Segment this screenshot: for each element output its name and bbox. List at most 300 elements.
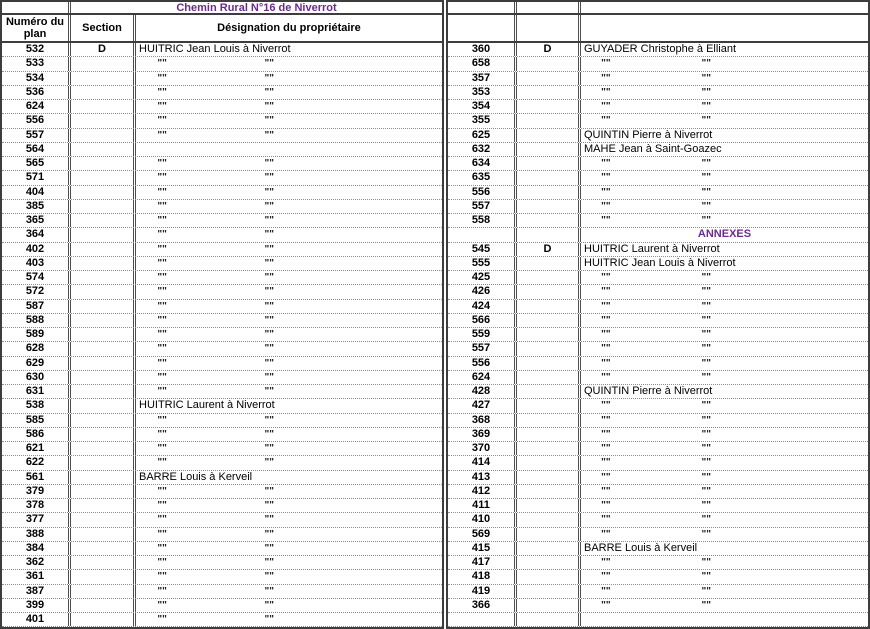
plan-number-cell: 425 [471,271,491,283]
plan-number-cell: 369 [471,427,491,440]
table-row [448,129,868,143]
plan-number-cell: 556 [471,185,491,198]
section-cell [514,300,578,313]
section-cell [514,129,578,142]
plan-number-cell: 585 [25,413,45,426]
ditto-mark: "" [601,400,611,412]
ditto-mark: "" [601,371,611,383]
table-row [448,285,868,299]
designation-cell [578,342,868,355]
section-cell [514,613,578,626]
ditto-mark: "" [264,457,274,469]
designation-cell [133,243,442,256]
ditto-mark: "" [264,357,274,369]
designation-cell [133,72,442,85]
plan-number-cell: 365 [25,214,45,226]
plan-number-cell: 428 [471,385,491,397]
ditto-mark: "" [601,158,611,169]
designation-cell [133,499,442,512]
ditto-mark: "" [601,329,611,340]
ditto-mark: "" [701,115,712,127]
plan-number-cell: 415 [471,541,491,554]
designation-cell: HUITRIC Jean Louis à Niverrot [133,43,442,56]
section-cell [514,342,578,355]
table-row [2,570,442,584]
plan-number-cell: 557 [471,199,491,212]
table-row [448,414,868,428]
ditto-mark: "" [601,585,611,597]
title-spacer-cell [2,2,68,13]
ditto-mark: "" [264,329,274,340]
section-cell [68,86,133,99]
ditto-mark: "" [157,86,167,98]
designation-cell [133,542,442,555]
table-row [2,357,442,371]
plan-number-cell: 629 [25,356,45,369]
designation-cell [578,200,868,213]
section-cell [68,542,133,555]
section-cell [514,100,578,113]
designation-cell [578,314,868,327]
plan-number-cell: 572 [25,285,45,298]
table-row [2,186,442,200]
right-table [446,0,870,629]
table-row [2,528,442,542]
table-row [448,157,868,171]
table-row [2,328,442,342]
ditto-mark: "" [701,371,712,383]
table-row [448,485,868,499]
plan-number-cell: 368 [471,413,491,426]
table-row [2,314,442,328]
ditto-mark: "" [601,314,611,326]
plan-number-cell: 625 [471,128,491,141]
designation-cell [578,186,868,199]
table-row [2,57,442,71]
plan-number-cell: 587 [25,299,45,312]
designation-cell [133,300,442,313]
table-row [448,43,868,57]
designation-cell [578,72,868,85]
designation-cell [133,456,442,469]
table-row [448,300,868,314]
section-cell [68,357,133,370]
designation-cell [578,171,868,184]
table-row [448,399,868,413]
ditto-mark: "" [701,272,712,283]
designation-cell [578,114,868,127]
ditto-mark: "" [157,158,167,169]
section-cell [68,599,133,612]
section-cell [68,385,133,398]
section-cell [68,300,133,313]
designation-cell [133,129,442,142]
ditto-mark: "" [157,614,167,625]
section-cell [514,428,578,441]
table-row [448,72,868,86]
designation-cell [133,314,442,327]
plan-number-cell: 632 [471,142,491,155]
section-cell [68,214,133,227]
section-cell [514,471,578,484]
section-cell [514,57,578,70]
designation-cell [133,114,442,127]
plan-number-cell: 355 [471,114,491,127]
designation-cell [578,414,868,427]
plan-number-cell: 417 [471,556,491,568]
designation-cell [133,585,442,598]
table-row [2,442,442,456]
designation-cell [578,285,868,298]
designation-cell [133,428,442,441]
designation-cell [133,200,442,213]
table-row [2,385,442,399]
plan-number-cell: 555 [471,256,491,269]
plan-number-cell: 401 [25,613,45,625]
designation-cell [133,328,442,341]
ditto-mark: "" [264,428,274,440]
plan-number-cell: 622 [25,456,45,469]
plan-number-cell: 404 [25,185,45,198]
ditto-mark: "" [157,514,167,526]
empty-title-cell [514,2,578,13]
ditto-mark: "" [601,86,611,98]
table-row [448,585,868,599]
designation-cell [133,214,442,227]
table-row [448,214,868,228]
ditto-mark: "" [157,329,167,340]
section-cell [514,328,578,341]
designation-cell [578,471,868,484]
designation-cell: QUINTIN Pierre à Niverrot [578,385,868,398]
table-row [448,385,868,399]
plan-number-cell: 360 [471,43,491,55]
designation-cell [133,86,442,99]
plan-number-cell: 624 [25,100,45,112]
ditto-mark: "" [157,243,167,255]
designation-cell [133,143,442,156]
table-row [448,314,868,328]
table-row [2,143,442,157]
ditto-mark: "" [701,414,712,426]
table-row [448,499,868,513]
plan-number-cell: 556 [25,114,45,127]
left-table-body [2,43,442,627]
ditto-mark: "" [601,101,611,112]
empty-title-cell [448,2,514,13]
plan-number-cell: 412 [471,484,491,497]
designation-cell [578,585,868,598]
section-cell [514,599,578,612]
plan-number-cell: 378 [25,499,45,511]
designation-cell [578,399,868,412]
designation-cell [578,485,868,498]
ditto-mark: "" [264,557,274,568]
designation-cell: GUYADER Christophe à Elliant [578,43,868,56]
section-cell [68,613,133,626]
ditto-mark: "" [601,443,611,454]
ditto-mark: "" [701,514,712,526]
table-row [2,556,442,570]
section-cell [68,228,133,241]
ditto-mark: "" [157,414,167,426]
page-title: Chemin Rural N°16 de Niverrot [68,2,442,13]
ditto-mark: "" [701,215,712,226]
section-cell [68,129,133,142]
designation-cell [578,499,868,512]
plan-number-cell: 556 [471,356,491,369]
ditto-mark: "" [157,371,167,383]
ditto-mark: "" [157,386,167,397]
section-cell [514,542,578,555]
ditto-mark: "" [701,400,712,412]
ditto-mark: "" [264,542,274,554]
section-cell [514,86,578,99]
designation-cell [578,570,868,583]
ditto-mark: "" [264,115,274,127]
plan-number-cell: 362 [25,556,45,568]
section-cell [68,328,133,341]
plan-number-cell: 631 [25,385,45,397]
designation-cell [133,357,442,370]
plan-number-cell: 402 [25,242,45,255]
ditto-mark: "" [701,471,712,483]
section-cell [514,357,578,370]
ditto-mark: "" [157,314,167,326]
plan-number-cell: 589 [25,328,45,340]
plan-number-cell: 545 [471,242,491,255]
table-row [448,171,868,185]
section-cell [68,314,133,327]
ditto-mark: "" [157,172,167,184]
table-row [2,300,442,314]
ditto-mark: "" [601,571,611,583]
table-row [448,100,868,114]
table-row [448,186,868,200]
designation-cell [578,513,868,526]
ditto-mark: "" [264,300,274,312]
table-row [2,456,442,470]
table-row [448,200,868,214]
table-row [448,143,868,157]
section-cell [68,243,133,256]
ditto-mark: "" [157,542,167,554]
plan-number-cell: 624 [471,370,491,383]
section-cell [68,556,133,569]
designation-cell [133,171,442,184]
header-numero-du-plan: Numéro du plan [5,16,65,40]
table-row [448,357,868,371]
ditto-mark: "" [157,343,167,355]
ditto-mark: "" [157,357,167,369]
plan-number-cell: 426 [471,285,491,298]
section-cell [68,200,133,213]
designation-cell: HUITRIC Laurent à Niverrot [578,243,868,256]
plan-number-cell: 574 [25,271,45,283]
designation-cell [133,342,442,355]
section-cell [68,257,133,270]
ditto-mark: "" [601,186,611,198]
ditto-mark: "" [157,443,167,454]
empty-title-cell [578,2,868,13]
plan-number-cell: 377 [25,513,45,526]
designation-cell: HUITRIC Jean Louis à Niverrot [578,257,868,270]
plan-number-cell: 361 [25,570,45,583]
section-cell [68,100,133,113]
table-row [448,613,868,627]
section-cell [514,414,578,427]
plan-number-cell: 419 [471,584,491,597]
designation-cell [133,157,442,170]
ditto-mark: "" [701,585,712,597]
header-numero-empty [448,15,514,41]
section-cell [68,285,133,298]
section-cell [68,186,133,199]
ditto-mark: "" [601,485,611,497]
table-row [2,414,442,428]
section-cell [68,528,133,541]
plan-number-cell: 569 [471,527,491,540]
designation-cell [578,528,868,541]
plan-number-cell: 558 [471,214,491,226]
plan-number-cell: 571 [25,171,45,184]
section-cell [514,585,578,598]
ditto-mark: "" [264,286,274,298]
ditto-mark: "" [157,72,167,84]
ditto-mark: "" [701,186,712,198]
table-row [2,471,442,485]
table-row [448,328,868,342]
table-row [448,257,868,271]
ditto-mark: "" [264,500,274,511]
plan-number-cell: 353 [471,85,491,98]
section-cell [68,442,133,455]
ditto-mark: "" [157,257,167,269]
plan-number-cell: 411 [472,499,490,511]
section-cell [514,171,578,184]
ditto-mark: "" [701,101,712,112]
table-row [448,542,868,556]
designation-cell [133,100,442,113]
ditto-mark: "" [157,58,167,70]
section-cell [68,513,133,526]
table-row [2,214,442,228]
ditto-mark: "" [157,229,167,241]
header-section-empty [514,15,578,41]
ditto-mark: "" [157,286,167,298]
plan-number-cell: 628 [25,342,45,355]
designation-cell [133,271,442,284]
plan-number-cell: 588 [25,313,45,326]
section-cell [514,186,578,199]
plan-number-cell: 424 [471,299,491,312]
table-row [448,428,868,442]
section-cell [514,157,578,170]
ditto-mark: "" [157,215,167,226]
ditto-mark: "" [264,186,274,198]
ditto-mark: "" [264,514,274,526]
plan-number-cell: 533 [25,57,45,70]
table-row [2,257,442,271]
plan-number-cell: 621 [25,442,45,454]
designation-cell [578,428,868,441]
designation-cell: BARRE Louis à Kerveil [578,542,868,555]
plan-number-cell: 366 [471,598,491,611]
ditto-mark: "" [157,457,167,469]
designation-cell [578,328,868,341]
section-cell [514,257,578,270]
section-cell [68,342,133,355]
table-row [448,271,868,285]
section-cell [68,143,133,156]
ditto-mark: "" [264,443,274,454]
ditto-mark: "" [264,571,274,583]
section-cell [514,570,578,583]
ditto-mark: "" [601,172,611,184]
table-row [2,157,442,171]
ditto-mark: "" [601,115,611,127]
table-row [448,456,868,470]
ditto-mark: "" [264,101,274,112]
ditto-mark: "" [264,86,274,98]
ditto-mark: "" [157,528,167,540]
ditto-mark: "" [601,300,611,312]
designation-cell [133,556,442,569]
right-table-title-row [448,2,868,15]
section-cell [514,314,578,327]
plan-number-cell: 399 [25,598,45,611]
designation-cell [133,285,442,298]
designation-cell [133,528,442,541]
section-cell [68,171,133,184]
table-row [448,243,868,257]
designation-cell [133,570,442,583]
table-row [2,171,442,185]
header-designation-empty [578,15,868,41]
ditto-mark: "" [701,599,712,611]
plan-number-cell: 354 [471,100,491,112]
plan-number-cell: 387 [25,584,45,597]
section-cell [514,456,578,469]
designation-cell [133,257,442,270]
plan-number-cell: 410 [471,513,491,526]
table-row [2,613,442,627]
ditto-mark: "" [264,528,274,540]
section-cell: D [514,43,578,56]
ditto-mark: "" [157,599,167,611]
designation-cell [578,157,868,170]
plan-number-cell: 370 [471,442,491,454]
table-row [2,72,442,86]
table-row [2,428,442,442]
table-row [448,228,868,242]
designation-cell [133,442,442,455]
ditto-mark: "" [264,229,274,241]
table-row [2,228,442,242]
section-cell [514,214,578,227]
table-row [448,114,868,128]
ditto-mark: "" [264,314,274,326]
section-cell [514,556,578,569]
section-cell [68,499,133,512]
ditto-mark: "" [601,599,611,611]
section-cell [514,499,578,512]
designation-cell [133,414,442,427]
ditto-mark: "" [264,129,274,141]
ditto-mark: "" [157,129,167,141]
table-row [448,570,868,584]
plan-number-cell: 559 [471,328,491,340]
